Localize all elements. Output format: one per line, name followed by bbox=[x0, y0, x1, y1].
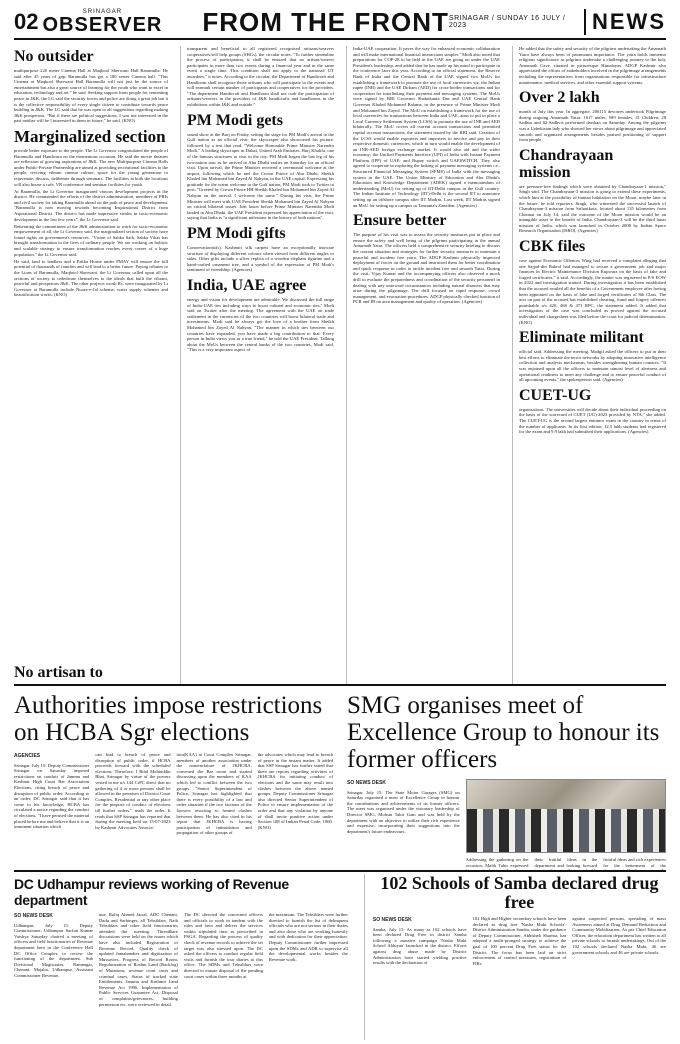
group-photo bbox=[466, 779, 666, 853]
article-body: month of July this year. In aggregate, 206115 devotees undertook Pilgrimage during ongoing Amarnath Yatra. 1617 males, 589 females, 41 Children, 28 Sadhus and 62 Sadhvis performed darshan on Saturday. Among the pilgrims was a Uzbekistan lady who showed her views about pilgrimage and appreciated smooth and organized arrangements besides praised positioning of support from people. bbox=[519, 109, 666, 143]
paragraph: The DC directed the concerned officers and officials to work in tandem with the rules and laws and deliver the services within stipulated time as prescribed in PSGA. Regarding the process of quality check of revenue records to achieve the set target was also stressed upon. The DC asked the officers to conduct regular field visits and furnish the tour diaries to this office. The SDMs and Tehsildars were directed to ensure disposal of the pending court cases within three months at bbox=[183, 912, 263, 979]
headline-no-artisan: No artisan to bbox=[14, 664, 168, 681]
story-smg bbox=[347, 688, 666, 870]
story-columns bbox=[347, 779, 666, 870]
headline-no-outsider: No outsider bbox=[14, 48, 94, 65]
masthead bbox=[14, 6, 666, 40]
story-columns bbox=[14, 912, 348, 1007]
article-body: case against Economic Offences Wing had received a complaint alleging that one Sajjad-din Bakrol had managed to secure a government job and major finances in Electric Maintenance Division Kupwara on the basis of fake and forged certificates," it said. Accordingly, the matter was registered in P/S EOW in 2022 and investigation started. During investigation it has been established that the accused availed all the benefits of a Government employee after having been appointed on the basis of fake and forged certificates of 8th Class. The acts on part of the accused has established cheating, fraud and forgery offences punishable u/s 420, 468 & 471 RPC, the statement added. It added that investigation of the case was concluded as proved against the accused individual and chargesheet was filed before the court for judicial determination. (KNO) bbox=[519, 258, 666, 325]
headline-dc-udhampur: DC Udhampur reviews working of Revenue department bbox=[14, 876, 289, 908]
article-body: are pressure-free findings which were obtained by Chandrayaan-1 mission," Singh said. The Chandrayaan-3 mission is going to extend these experiments, which hint at the possibility of human habitation on the Moon, maybe later in the future, he told reporters. Singh, who witnessed the successful launch of Chandrayaan-3 mission from Sriharikota, located about 135 kilometres from Chennai on July 14, said the outcome of the Moon mission would be an intangible asset to the benefit of India. Chandrayaan-3 will be the third lunar mission of India, which was launched in October 2008 by Indian Space Research Organisation (ISRO). (Agencies) bbox=[519, 183, 666, 234]
headline-india-uae-agree: India, UAE agree bbox=[187, 277, 307, 294]
paragraph: fruitful ideas and rich experiences for the betterment of the bbox=[603, 857, 666, 868]
article-body: The purpose of his visit was to assess the security measures put in place and ensure the safety and well being of the pilgrims participating in the annual Amarnath Yatra. The officers held a comprehensive security briefing to discuss the current situation and strategies for further security measures to maintain a peaceful and incident free yatra. The ADGP Kashmir physically inspected deployment of forces on the ground and instructed them for better coordination and quick response in order to tackle incident free and smooth Yatra. During the visit, Vijay Kumar and the accompanying officers also observed a mock drill to evaluate the preparedness and coordination of the security personnel in dealing with any untoward circumstances including natural disasters that may arise during the pilgrimage. The drill focused on rapid response, crowd management, and evacuation procedures. ADGP physically checked function of PCR and IB on area management and quality of operation. (Agencies) bbox=[353, 232, 500, 305]
story-subcolumns bbox=[466, 857, 666, 870]
page-number: 02 bbox=[14, 9, 39, 34]
paragraph: Samba, July 15: As many as 102 schools have been declared Drug Free in district Samba following a massive campaign 'Nasha Mukt School Abhiyan' launched in the district. Efforts against drug abuse made by District Administration have started yielding positive results with the declaration of bbox=[372, 926, 467, 966]
paragraph: the maximum. The Tehsildars were further directed to furnish the list of delinquent officials who are not serious in their duties and also those who are working honestly and with dedication for their appreciation. Deputy Commissioner further impressed upon the SDMs and ADR to supervise all the developmental works besides the Revenue work. bbox=[268, 912, 348, 962]
paragraph: Reiterating the commitment of the J&K administration to work for socio-economic empowerment of all, the Lt Governor said, the marginalized section of society have found rights on government's resources. "Vision of Sabka Sath, Sabka Vikas has brought transformation in the lives of ordinary people. We are working on holistic and scalable strategy to ensure transformation reaches every corner of a huge population," the Lt Governor said. bbox=[14, 223, 168, 257]
article-body: Conservationist(s), Kashmiri silk carpets have an exceptionally intricate structure of displaying different colours when viewed from different angles or sides. Other gifts include a silver replica of a wooden elephant figurine and a hand-crafted ornament tree, and a symbol of the expression of PM Modi's sentiment of friendship. (Agencies) bbox=[187, 245, 334, 273]
article-body: sound show at the Burj on Friday, setting the stage for PM Modi's arrival to the Gulf nation as an official visit; the skyscraper also showcased his picture, followed by a text that read: "Welcome Honorable Prime Minister Narendra Modi." A leading skyscraper in Dubai, United Arab Emirates, Burj Khalifa, one of the famous structures to visit in the city. PM Modi began the last leg of his two-nation tour as he arrived in Abu Dhabi earlier on Saturday for an official visit. Upon arrival, the Prime Minister received a ceremonial welcome at the airport, following which he met the Crown Prince of Abu Dhabi, Sheikh Khaled bin Mohamed bin Zayed Al Nahyan, in the UAE capital. Expressing his gratitude for the warm welcome to the Gulf nation, PM Modi took to Twitter to post, "Greeted by Crown Prince HH Sheikh Khaled bin Mohamed bin Zayed Al Nahyan on the arrival. I welcome the same." During his visit, the Prime Minister will meet with UAE President Sheikh Mohamed bin Zayed Al Nahyan on critical bilateral issues. Just hours before Prime Minister Narendra Modi landed in Abu Dhabi, the UAE President expressed his appreciation of the visit, saying that India is "a significant milestone in the history of both nations". bbox=[187, 131, 334, 221]
paragraph: provide better exposure to the people. The Lt Governor congratulated the people of Baramulla and Handwara on the momentous occasion. He said the movie theatres are reflection of growing aspirations of J&K. The new Multipurpose Cinema Halls under Public-Private Partnership are aimed at providing recreational facilities to the people, reviving vibrant cinema culture, space for the young generation to rejuvenate, discuss, deliberate through seminars. The facilities at both the locations will also house a cafe, VR conference and seminar facilities for youth. bbox=[14, 147, 168, 187]
upper-columns bbox=[14, 46, 666, 684]
story-samba bbox=[364, 874, 666, 1040]
headline-samba: 102 Schools of Samba declared drug free bbox=[380, 874, 659, 912]
paragraph: He said, land to landless and a Pakka House under PMAY will ensure the full potential of thousands of families and will lead to a better future. Paying tributes to the Lions of Baramulla, Maqbool Sherwani, the Lt Governor called upon all the sections of society to rededicate themselves to the ideals that built the vibrant, peaceful and prosperous J&K. The other projects worth Rs. were inaugurated by Lt Governor at Baramulla include Nuaze-e-Jal scheme, water supply schemes and beautification works. (KNO) bbox=[14, 258, 168, 298]
column-3 bbox=[346, 46, 500, 684]
article-body: transparent and beneficial to all registered recognised artisans/weavers cooperatives/self help groups (SHGs), the circular notes. "To further streamline the process of participation, it shall be ensured that no artisan/weaver participates in more than two events during a financial year and in the same event a single time. This condition shall not apply to the national/ UT awardees," it notes. According to the circular, the Department of Handicraft and Handloom shall recognise those artisans who will participate in the events and will earmark certain number of participants and cooperatives for the providers. "The department Handicraft and Handloom shall not curb the participation of artisans/weavers in the providers of J&K handicrafts and handlooms in the exhibitions within J&K and outside." bbox=[187, 46, 334, 107]
column-4 bbox=[512, 46, 666, 684]
paragraph: the advocates which may lead to breach of peace in the instant matter. It added that SSP Srinagar has further stated that there are reports regarding activities of JKHCBA for initiating conduct of elections and the same may result into clashes between the above named groups. Deputy Commissioner Srinagar also directed Senior Superintendent of Police to ensure implementation of the order and that any violation by anyone of shall invite punitive action under Section 188 of Indian Penal Code, 1860. (KNO) bbox=[257, 752, 333, 830]
byline: SO NEWS DESK bbox=[14, 913, 53, 919]
story-columns bbox=[14, 752, 333, 836]
headline-hcba: Authorities impose restrictions on HCBA Sgr elections bbox=[14, 692, 323, 746]
paragraph: their fruitful ideas in the department and looking forward bbox=[534, 857, 598, 868]
column-1 bbox=[14, 46, 168, 684]
story-columns bbox=[373, 916, 666, 966]
story-hcba bbox=[14, 688, 333, 870]
paragraph: At Baramulla, the Lt Governor inaugurated various development projects in the district. He commended the efforts of the district administration, members of PRIs and civil society for taking Baramulla ahead on the path of peace and development. "Baramulla is now moving towards becoming Inspirational District from Aspirational District. The district has made impressive strides in socio-economic development in the last few years", the Lt Governor said. bbox=[14, 188, 168, 222]
paragraph: Udhampur, July 15: Deputy Commissioner, Udhampur Sachin Kumar Vaishya Saturday chaired a meeting of officers and field functionaries of Revenue department here in the Conference Hall DC Office Complex to review the functioning of the department. Sub Divisional Magistrates, Ramnagar, Chenani, Majalta, Udhampur, Assistant Commissioner Revenue, bbox=[14, 922, 93, 978]
paragraph: nue, Rafiq Ahmed Jarral, ADC Chenani, Dadu and Sarbinger, all Tehsildars, Naib Tehsildars and other field functionaries attended the meeting. Threadbare discussions were held on the issues which have also included Registration of Revenue Record, Quality check of updated Jamabandies and digitization of Mussavies, Progress of Record Room, Regularization of Roshni Land (Backlog) of Mutations, revenue court cases and criminal cases, Status of tracked state Entitlements, Jammu and Kashmir Land Revenue Act 1996. Implementation of Public Services Guarantee Act, Disposal of complaints/grievances, building permission etc. were reviewed in detail. bbox=[98, 912, 178, 1007]
headline-eliminate-militant: Eliminate militant bbox=[519, 329, 644, 347]
paragraph: 102 High and Higher secondary schools have been declared as drug free 'Nasha Mukt Schools'. District Administration Samba, under the guidance of Deputy Commissioner, Abhishek Sharma, has adopted a multi-pronged strategy to achieve the goal of 100 percent Drug Free status for the District. The focus has been laid on strict enforcement of control measures, registration of FIRs bbox=[472, 916, 567, 966]
middle-stories bbox=[14, 684, 666, 870]
paragraph: against suspected persons, spreading of mass Awareness aimed at Drug Demand Reduction and Community Mobilization. As per Chief Education Officer, the education department has written to all private schools to furnish undertakings. Out of the 102 schools declared Nasha Mukt, 46 are government schools and 46 are private schools. bbox=[572, 916, 666, 955]
headline-marginalized-section: Marginalized section bbox=[14, 126, 166, 146]
brand-big: OBSERVER bbox=[42, 14, 163, 36]
bottom-stories bbox=[14, 870, 666, 1040]
headline-cuet-ug: CUET-UG bbox=[519, 386, 592, 404]
article-body: official said. Addressing the meeting, Madgil asked the officers to put in their best efforts to eliminate the terror networks by adopting innovative intelligence collection and analysis mechanism, besides strengthening human contacts. "It was enjoined upon all the officers to maintain utmost level of alertness and operational readiness to meet any challenge and to ensure peaceful conduct of all upcoming events," the spokesperson said. (Agencies) bbox=[519, 349, 666, 383]
page-banner: FROM THE FRONT bbox=[202, 6, 449, 37]
story-column bbox=[466, 779, 666, 870]
paragraph: Srinagar, July 15: The State Motor Garages (SMG) on Saturday organised a meet of Excellence Group to honour the contributions and achievements of its former officers. The meet was organised under the visionary leadership of Director SMG, Mohsin Tahir Gani and was held by the department with an objective to utilize their rich experience and expertise, incorporating their suggestions into the department's future endeavours. bbox=[347, 789, 460, 834]
story-column bbox=[14, 912, 93, 1007]
story-column bbox=[14, 752, 89, 836]
headline-cbk-files: CBK files bbox=[519, 238, 586, 256]
column-2 bbox=[180, 46, 334, 684]
paragraph: tion(KAA) at Court Complex Srinagar, members of another association under the nomenclature of JKHCBA, convened the Bar room and started discussing upon the members of KAA which led to conflict between the two groups. "Senior Superintendent of Police, Srinagar has highlighted that there is every possibility of a law and order situation if the two factions of the lawyers resorting to heated clashes between them. He has also cited in his report that JKHCBA is having participation of intimidation and propagation of other groups of bbox=[176, 752, 252, 836]
article-body: multipurpose 220 meter Cinema Hall at Maqbool Sherwani Hall Baramulla. He said after 45 years of gap, Baramulla has got a 180 seater Cinema hall. "This Cinema at Maqbool Sherwani Hall Baramulla will not just be the source of entertainment but also a great source of learning for the youth who want to excel in education, technology and art," he said. Seeking support from people for cementing peace in J&K, the LG said the security forces and police are doing a great job but it is the collective responsibility of every single citizen to contribute towards peace building in J&K. The LG said that he was open to all suggestions regarding making J&K prosperous. "But if there are political suggestions, I was not interested in the past neither will be I interested in them in future," he said. (KNO) bbox=[14, 68, 168, 124]
byline: SO NEWS DESK bbox=[347, 780, 386, 786]
paragraph: can lead to breach of peace and disruption of public order, if HCBA proceeds forward with the scheduled elections. Therefore, I Bilal Mohiuddin Bhat, Srinagar by virtue of the powers vested in me u/s 144 CrPC direct that no gathering of 4 or more persons shall be allowed in the premises of District Court Complex, Residential or any other place for the purpose of conduct of elections till further orders," reads the order. It reads that SSP Srinagar has reported that during the meeting held on 15-07-2023 by Kashmir Advocates Associa- bbox=[95, 752, 171, 830]
article-body: India-UAE cooperation. It paves the way for enhanced economic collaboration and will make international financial interactions simpler." Modi also noted that preparations for COP-28 to be held in the UAE are going on under the UAE President's leadership, and added that he has made up his mind to participate in the conference later this year. According to an official statement, the Reserve Bank of India and the Central Bank of the UAE signed two MoUs for establishing a framework to promote the use of local currencies viz. the Indian rupee (INR) and the UAE Dirham (AED) for cross-border transactions and for cooperation for interlinking their payment and messaging systems. The MoUs were signed by RBI Governor Shaktikanta Das and UAE Central Bank Governor Khaled Mohamed Balama, in the presence of Prime Minister Modi and Mohamed bin Zayed. The MoU on establishing a framework for the use of local currencies for transactions between India and UAE, aims to put in place a Local Currency Settlement System (LCSS) to promote the use of INR and AED bilaterally. The MoU covers all current account transactions and permitted capital account transactions, the statement issued by the RBI said. Creation of the LCSS would enable exporters and importers to invoice and pay in their respective domestic currencies, which in turn would enable the development of an INR-AED foreign exchange market. It would also aid and the wider economy; the Unified Payments Interface (UPI) of India with Instant Payment Platform (IPP) of UAE; and Rupay switch and UAESWITCH. They also agreed to cooperate in exploring the linking of payment messaging systems i.e., Structured Financial Messaging System (SFMS) of India with the messaging system in the UAE. The Union Ministry of Education and Abu Dhabi's Education and Knowledge Department (ADEK) signed a memorandum of understanding (MoU) for setting up of IIT-Delhi campus in the Gulf country. The Indian Institute of Technology (IIT)-Delhi is the second IIT to announce setting up an offshore campus after IIT Madras. Last week, IIT Madras signed an MoU for setting up a campus in Tanzania's Zanzibar. (Agencies) bbox=[353, 46, 500, 208]
article-body: energy and vision for development are admirable. We discussed the full range of India-UAE ties including ways to boost cultural and economic ties," Modi said on Twitter after the meeting. The agreement with the UAE on trade settlement in the currencies of the two countries will boost bilateral trade and investments. Modi said he always got the love of a brother from Sheikh Mohamed bin Zayed Al Nahyan. "The manner in which ties between our countries have expanded, you have made a big contribution to that. Every person in India views you as a true friend," he told the UAE President. Talking about the MoUs between the central banks of the two countries, Modi said, "This is a very important aspect of bbox=[187, 297, 334, 353]
byline: SO NEWS DESK bbox=[372, 917, 412, 923]
story-column bbox=[373, 916, 467, 966]
article-body: He added that the safety and security of the pilgrims undertaking the Amarnath Yatra have always been of paramount importance. The yatra holds immense religious significance as pilgrims undertake a challenging journey to the holy Amarnath Cave, situated in picturesque Himalayas. ADGP Kashmir also appreciated the efforts of stakeholders involved in the pilgrimage arrangements including the representatives from organisations responsible for infrastructure maintenance, medical services, and other essential support systems. bbox=[519, 46, 666, 85]
brand-logo bbox=[42, 9, 162, 35]
section-label: NEWS bbox=[584, 9, 666, 35]
story-dc-udhampur bbox=[14, 874, 348, 1040]
headline-ensure-better: Ensure better bbox=[353, 212, 447, 230]
headline-pm-modi-gifts: PM Modi gifts bbox=[187, 225, 286, 243]
byline: AGENCIES bbox=[14, 753, 41, 759]
paragraph: Srinagar, July 15: Deputy Commissioner Srinagar on Saturday imposed restrictions on conduct of Jammu and Kashmir High Court Bar Association Elections, citing breach of peace and disruption of public order. According to an order, DC Srinagar said that it has come to his knowledge, HCBA has circulated a notice regarding the conduct of elections. "I have perused the material placed before me and believe that it is an imminent situation which bbox=[14, 762, 90, 830]
brand-small: SRINAGAR bbox=[82, 9, 123, 15]
headline-over-2-lakh: Over 2 lakh bbox=[519, 89, 600, 107]
headline-pm-modi-gets: PM Modi gets bbox=[187, 111, 283, 129]
article-body bbox=[14, 148, 168, 298]
article-body: organisations. The universities will decide about their individual proceeding on the basis of the scorecard of CUET (UG)-2023 provided by NTA," she added. The CUET-UG is the second largest entrance exam in the country in terms of the number of applicants. In its first edition, 12.5 lakh students had registered for the exam and 9.9 lakh had submitted their applications. (Agencies) bbox=[519, 406, 666, 435]
headline-smg: SMG organises meet of Excellence Group to honour its former officers bbox=[347, 692, 660, 773]
headline-chandrayaan-mission: Chandrayaan mission bbox=[519, 146, 614, 181]
paragraph: Addressing the gathering on the occasion, Malik Tahir expressed bbox=[465, 857, 529, 868]
story-column bbox=[347, 779, 460, 870]
dateline: SRINAGAR / SUNDAY 16 JULY / 2023 bbox=[448, 15, 566, 29]
